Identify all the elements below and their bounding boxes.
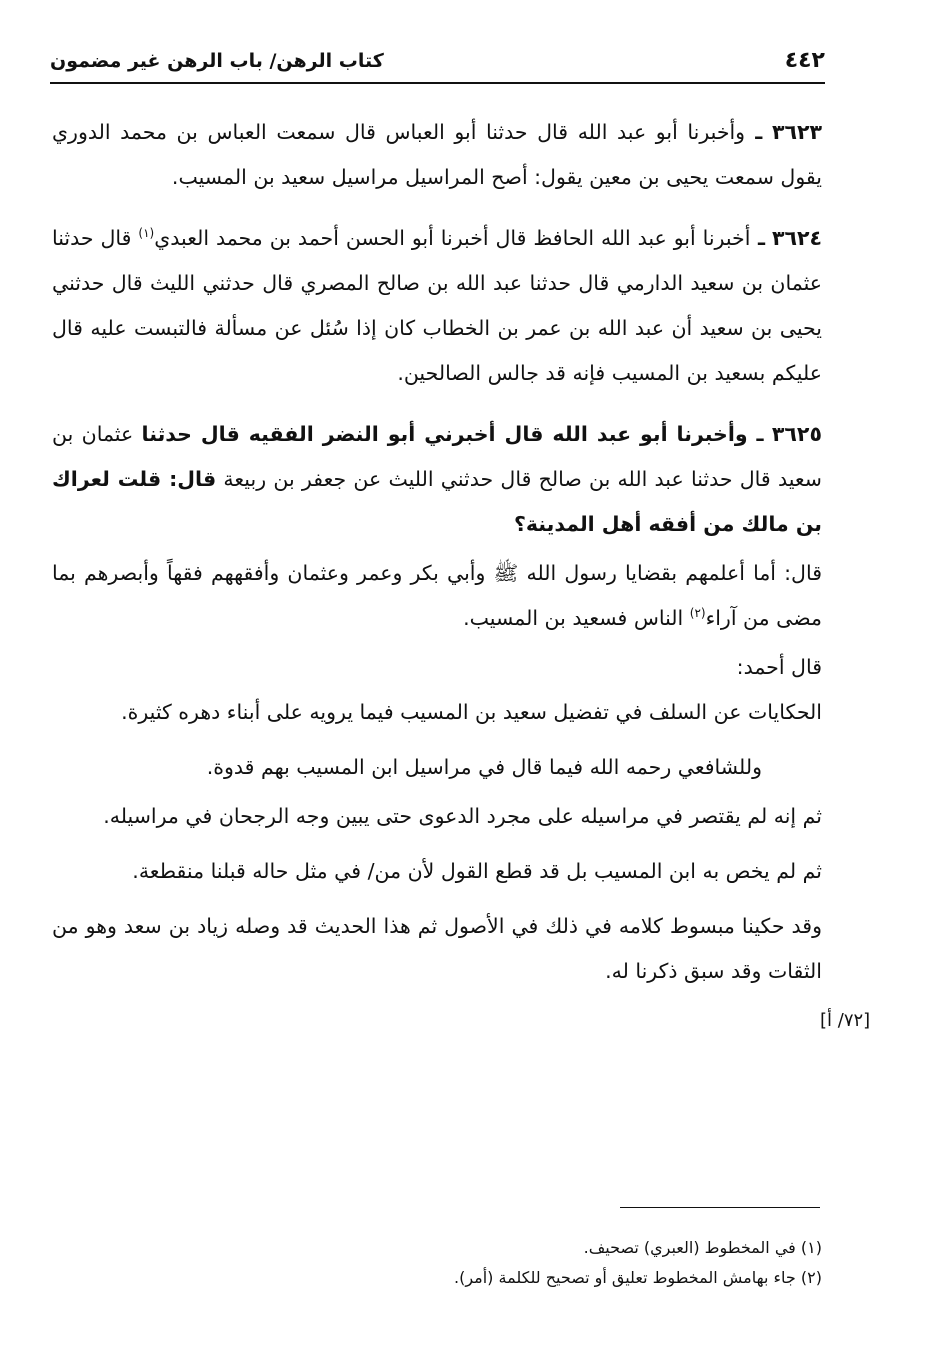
page-number: ٤٤٢ — [784, 48, 825, 73]
dash-separator: ـ — [745, 120, 763, 144]
main-text — [52, 110, 822, 994]
paragraph-text: أخبرنا أبو عبد الله الحافظ قال أخبرنا أبو الحسن أحمد بن محمد العبدي — [154, 226, 751, 250]
hadith-number: ٣٦٢٣ — [771, 120, 822, 144]
paragraph-text: الحكايات عن السلف في تفضيل سعيد بن المسيب فيما يرويه على أبناء دهره كثيرة. — [121, 700, 822, 724]
paragraph-3623 — [52, 110, 822, 200]
page-header — [50, 42, 825, 84]
paragraph-text: وللشافعي رحمه الله فيما قال في مراسيل ابن المسيب بهم قدوة. — [206, 755, 762, 779]
paragraph-text: عثمان بن سعيد قال حدثنا عبد الله بن صالح قال حدثني الليث عن جعفر بن ربيعة — [52, 422, 822, 491]
dash-separator: ـ — [747, 422, 764, 446]
footnote-1: (١) في المخطوط (العبري) تصحيف. — [583, 1238, 822, 1257]
paragraph-text: الناس فسعيد بن المسيب. — [463, 606, 684, 630]
footnote-divider — [620, 1207, 820, 1208]
paragraph-text: وقد حكينا مبسوط كلامه في ذلك في الأصول ثم هذا الحديث قد وصله زياد بن سعد وهو من الثقات وقد سبق ذكرنا له. — [52, 914, 822, 983]
dash-separator: ـ — [750, 226, 765, 250]
hadith-number: ٣٦٢٥ — [771, 422, 822, 446]
manuscript-folio-ref: [٧٢/ أ] — [820, 1010, 871, 1031]
paragraph-lead: وأخبرنا أبو عبد الله قال أخبرني أبو النضر الفقيه قال حدثنا — [141, 422, 748, 446]
paragraph-text: قال حدثنا عثمان بن سعيد الدارمي قال حدثنا عبد الله بن صالح المصري قال حدثني الليث قال حدثني يحيى بن سعيد أن عبد الله بن عمر بن الخطاب كان إذا سُئل عن مسألة فالتبست عليه قال عليكم بسعيد بن المسيب فإنه قد جالس الصالحين. — [52, 226, 822, 385]
question-text: قال: قلت لعراك بن مالك من أفقه أهل المدينة؟ — [52, 467, 822, 536]
paragraph-text: وأخبرنا أبو عبد الله قال حدثنا أبو العباس قال سمعت العباس بن محمد الدوري يقول سمعت يحيى بن معين يقول: أصح المراسيل مراسيل سعيد بن المسيب. — [52, 120, 822, 189]
paragraph-3624 — [52, 216, 822, 396]
footnote-2: (٢) جاء بهامش المخطوط تعليق أو تصحيح للكلمة (أمر). — [454, 1268, 822, 1287]
paragraph-text: ثم إنه لم يقتصر في مراسيله على مجرد الدعوى حتى يبين وجه الرجحان في مراسيله. — [103, 804, 822, 828]
footnote-ref: (١) — [138, 226, 155, 241]
answer-paragraph — [52, 551, 822, 641]
hadith-number: ٣٦٢٤ — [771, 226, 822, 250]
footnotes — [52, 1233, 822, 1293]
footnote-ref: (٢) — [689, 606, 706, 621]
author-remark-label: قال أحمد: — [736, 655, 822, 679]
running-title: كتاب الرهن/ باب الرهن غير مضمون — [50, 50, 384, 72]
paragraph-3625 — [52, 412, 822, 547]
paragraph-text: قال: أما أعلمهم بقضايا رسول الله ﷺ وأبي بكر وعمر وعثمان وأفقههم فقهاً وأبصرهم بما مضى من آراء — [52, 561, 822, 630]
paragraph-text: ثم لم يخص به ابن المسيب بل قد قطع القول لأن من/ في مثل حاله قبلنا منقطعة. — [132, 859, 822, 883]
